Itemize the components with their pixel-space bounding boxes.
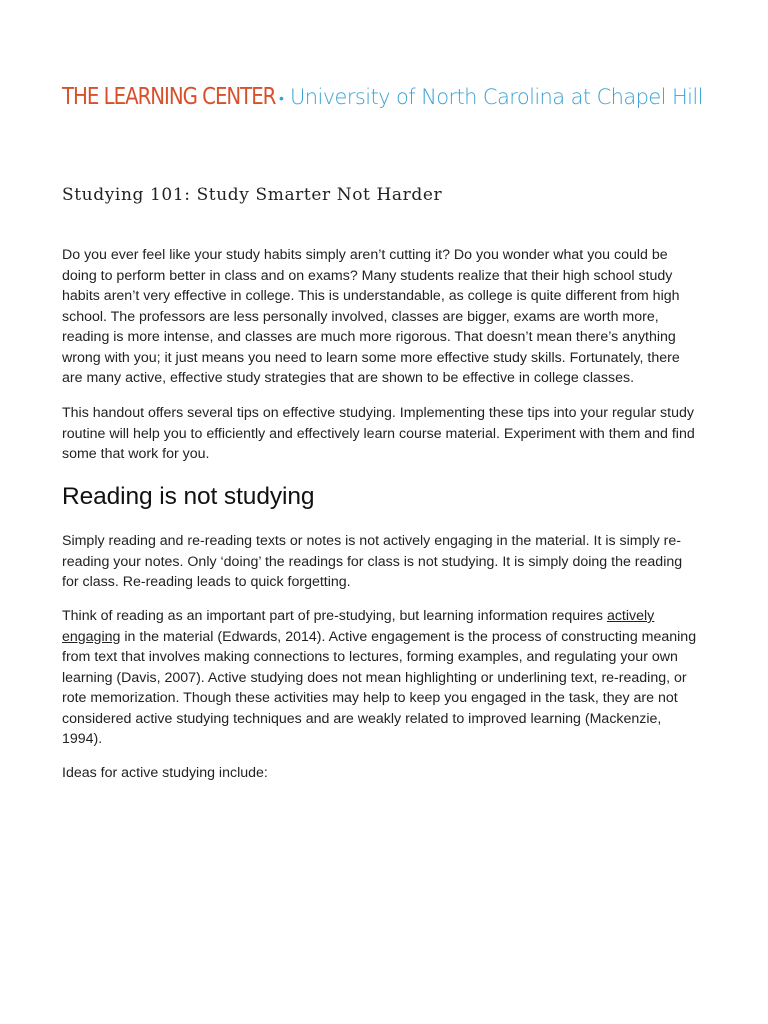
- paragraph-text-after-link: in the material (Edwards, 2014). Active engagement is the process of constructing meaning from text that involves making connections to lectures, forming examples, and regulating your own learning (Davis, 2007). Active studying does not mean highlighting or underlining text, re-reading, or rote memorization. Though these activities may help to keep you engaged in the task, they are not considered active studying techniques and are weakly related to improved learning (Mackenzie, 1994).: [62, 628, 697, 747]
- section-paragraph-3: Ideas for active studying include:: [62, 765, 268, 781]
- section-heading-reading-is-not-studying: Reading is not studying: [62, 483, 315, 510]
- paragraph-text-before-link: Think of reading as an important part of pre-studying, but learning information requires: [62, 608, 607, 624]
- actively-engaging-link[interactable]: actively engaging: [62, 608, 655, 645]
- site-header: [62, 82, 703, 115]
- document-title: Studying 101: Study Smarter Not Harder: [62, 185, 443, 205]
- learning-center-logo-text[interactable]: THE LEARNING CENTER: [62, 84, 276, 110]
- intro-paragraph-2: This handout offers several tips on effective studying. Implementing these tips into your regular study routine will help you to efficiently and effectively learn course material. Experiment with them and find some that work for you.: [62, 405, 695, 462]
- header-separator-dot: •: [279, 90, 284, 106]
- section-paragraph-1: Simply reading and re-reading texts or notes is not actively engaging in the material. It is simply re-reading your notes. Only ‘doing’ the readings for class is not studying. It is simply doing the reading for class. Re-reading leads to quick forgetting.: [62, 533, 683, 590]
- university-name[interactable]: University of North Carolina at Chapel Hill: [290, 85, 703, 109]
- intro-paragraph-1: Do you ever feel like your study habits simply aren’t cutting it? Do you wonder what you could be doing to perform better in class and on exams? Many students realize that their high school study habits aren’t very effective in college. This is understandable, as college is quite different from high school. The professors are less personally involved, classes are bigger, exams are worth more, reading is more intense, and classes are much more rigorous. That doesn’t mean there’s anything wrong with you; it just means you need to learn some more effective study skills. Fortunately, there are many active, effective study strategies that are shown to be effective in college classes.: [62, 247, 680, 386]
- section-paragraph-2: [62, 606, 702, 750]
